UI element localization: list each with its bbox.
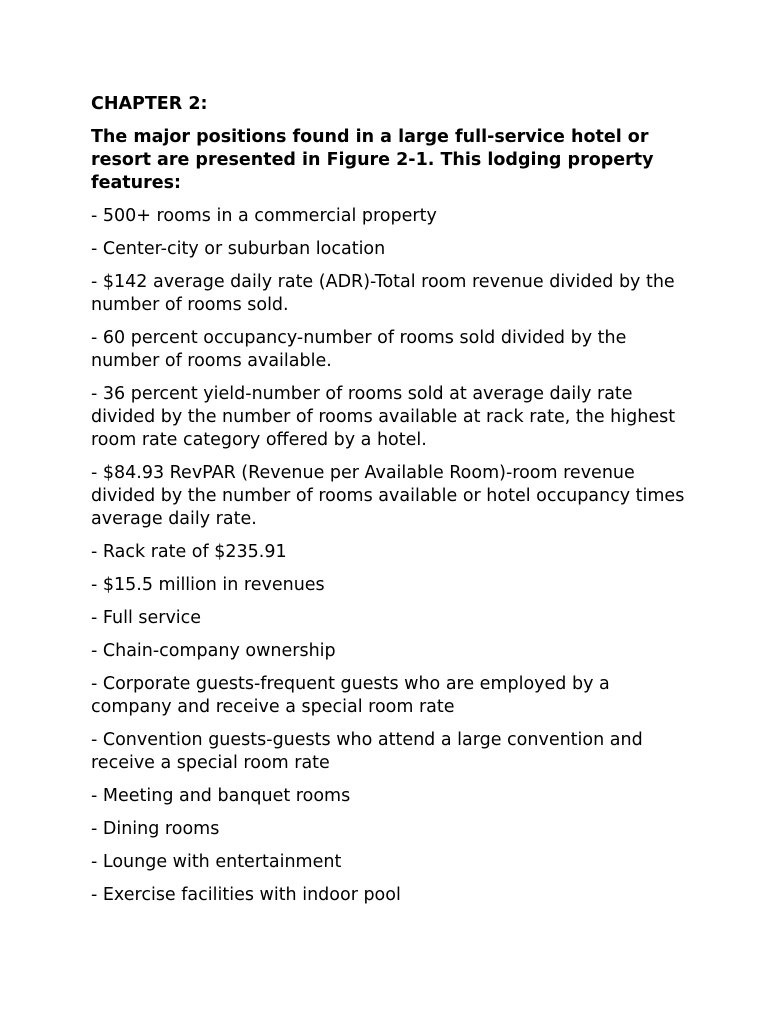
feature-item: - Chain-company ownership: [91, 641, 336, 661]
chapter-heading: CHAPTER 2:: [91, 94, 208, 114]
document-page: [91, 93, 691, 917]
feature-list: [91, 205, 691, 907]
intro-paragraph: The major positions found in a large full-service hotel or resort are presented in Figure 2-1. This lodging property features:: [91, 127, 654, 193]
feature-item: - Full service: [91, 608, 202, 628]
feature-item: - Dining rooms: [91, 819, 220, 839]
feature-item: - $15.5 million in revenues: [91, 575, 325, 595]
feature-item: - 500+ rooms in a commercial property: [91, 206, 437, 226]
feature-item: - $84.93 RevPAR (Revenue per Available Room)-room revenue divided by the number of rooms available or hotel occupancy times average daily rate.: [91, 463, 685, 529]
feature-item: - $142 average daily rate (ADR)-Total room revenue divided by the number of rooms sold.: [91, 272, 675, 315]
feature-item: - Corporate guests-frequent guests who are employed by a company and receive a special room rate: [91, 674, 610, 717]
feature-item: - 60 percent occupancy-number of rooms sold divided by the number of rooms available.: [91, 328, 627, 371]
feature-item: - Lounge with entertainment: [91, 852, 342, 872]
feature-item: - Convention guests-guests who attend a large convention and receive a special room rate: [91, 730, 643, 773]
feature-item: - Meeting and banquet rooms: [91, 786, 351, 806]
feature-item: - Exercise facilities with indoor pool: [91, 885, 401, 905]
feature-item: - Center-city or suburban location: [91, 239, 386, 259]
feature-item: - Rack rate of $235.91: [91, 542, 287, 562]
feature-item: - 36 percent yield-number of rooms sold at average daily rate divided by the number of rooms available at rack rate, the highest room rate category offered by a hotel.: [91, 384, 676, 450]
